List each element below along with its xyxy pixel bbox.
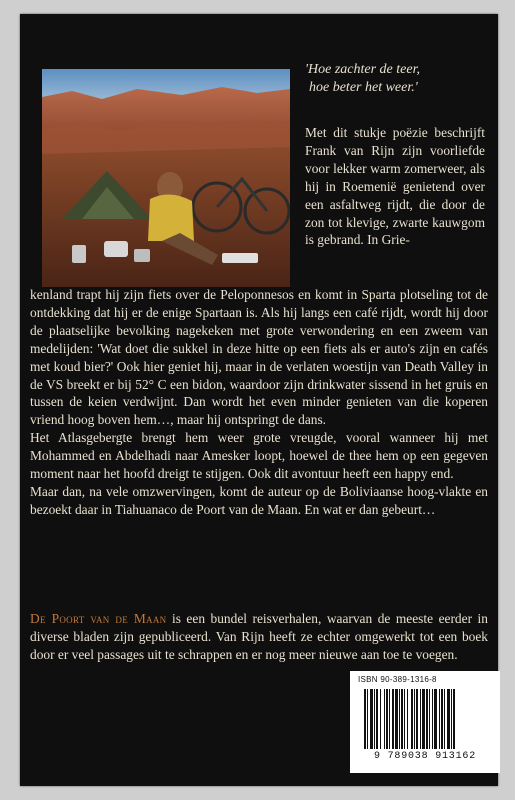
barcode-bar <box>392 689 394 749</box>
barcode-bar <box>426 689 428 749</box>
bolivia-paragraph: Maar dan, na vele omzwervingen, komt de auteur op de Boliviaanse hoog-vlakte en bezoekt daar in Tiahuanaco de Poort van de Maan. En wat er dan gebeurt… <box>30 483 488 517</box>
barcode-bar <box>441 689 443 749</box>
barcode-bar <box>432 689 433 749</box>
quote-line-1: 'Hoe zachter de teer, <box>305 62 420 77</box>
barcode-bar <box>364 689 366 749</box>
barcode-bar <box>434 689 437 749</box>
barcode-bar <box>447 689 450 749</box>
barcode-bar <box>453 689 455 749</box>
barcode-bar <box>416 689 418 749</box>
barcode-bar <box>376 689 378 749</box>
barcode-bar <box>451 689 452 749</box>
desert-campsite-photo <box>42 69 290 287</box>
barcode-bar <box>429 689 430 749</box>
barcode-bar <box>370 689 373 749</box>
barcode-image <box>364 689 486 749</box>
barcode-digits: 9 789038 913162 <box>373 751 476 762</box>
barcode-bar <box>420 689 421 749</box>
barcode-bar <box>439 689 440 749</box>
barcode-bar <box>422 689 425 749</box>
barcode-bar <box>380 689 381 749</box>
barcode-bar <box>407 689 408 749</box>
body-paragraph: kenland trapt hij zijn fiets over de Peloponnesos en komt in Sparta plotseling tot de ontdekking dat hij er de enige Spartaan is. Als hij langs een café rijdt, wordt hij door de plaatselijke bevolking nagekeken met grote verwondering en een zweem van medelijden: 'Wat doet die sukkel in deze hitte op een fiets als er auto's zijn en cafés met koud bier?' Ook hier geniet hij, maar in de verlaten woestijn van Death Valley in de VS breekt er bij 52° C een bidon, waardoor zijn drinkwater sissend in het gruis en tussen de keien verdwijnt. Dan wordt het even minder genieten van die koperen vriend hoog boven hem…, maar hij ontspringt de dans. <box>30 287 488 428</box>
closing-paragraph <box>30 610 488 664</box>
quote-line-2: hoe beter het weer.' <box>309 80 418 95</box>
barcode-bar <box>399 689 400 749</box>
barcode-bar <box>401 689 403 749</box>
book-title: De Poort van de Maan <box>30 611 167 626</box>
barcode-bar <box>386 689 388 749</box>
barcode-bar <box>444 689 445 749</box>
barcode-bar <box>404 689 405 749</box>
barcode-bar <box>414 689 415 749</box>
barcode-bar <box>384 689 385 749</box>
cover-photo <box>42 69 290 287</box>
isbn-text: ISBN 90-389-1316-8 <box>358 675 437 684</box>
intro-paragraph: Met dit stukje poëzie beschrijft Frank van Rijn zijn voorliefde voor lekker warm zomerweer, als hij in Roemenië genietend over een asfaltweg rijdt, die door de zon tot klevige, zwarte kauwgom is gebrand. In Grie- <box>305 125 485 248</box>
barcode-bar <box>389 689 390 749</box>
closing-text: is een bundel reisverhalen, waarvan de meeste eerder in diverse bladen zijn gepubliceerd. Van Rijn heeft ze echter omgewerkt tot een boek door er veel passages uit te schrappen en er nog meer nieuwe aan toe te voegen. <box>30 611 488 662</box>
blurb-body <box>30 286 488 519</box>
atlas-paragraph: Het Atlasgebergte brengt hem weer grote vreugde, vooral wanneer hij met Mohammed en Abdelhadi naar Amesker loopt, hoewel de thee hem op een gegeven moment naar het hoofd dreigt te stijgen. Ook dit avontuur heeft een happy end. <box>30 430 488 482</box>
barcode-bar <box>374 689 375 749</box>
barcode-bar <box>395 689 398 749</box>
barcode-bar <box>411 689 413 749</box>
back-cover <box>20 14 498 786</box>
epigraph-quote <box>305 61 485 97</box>
barcode-label <box>350 671 500 773</box>
barcode-bar <box>367 689 368 749</box>
